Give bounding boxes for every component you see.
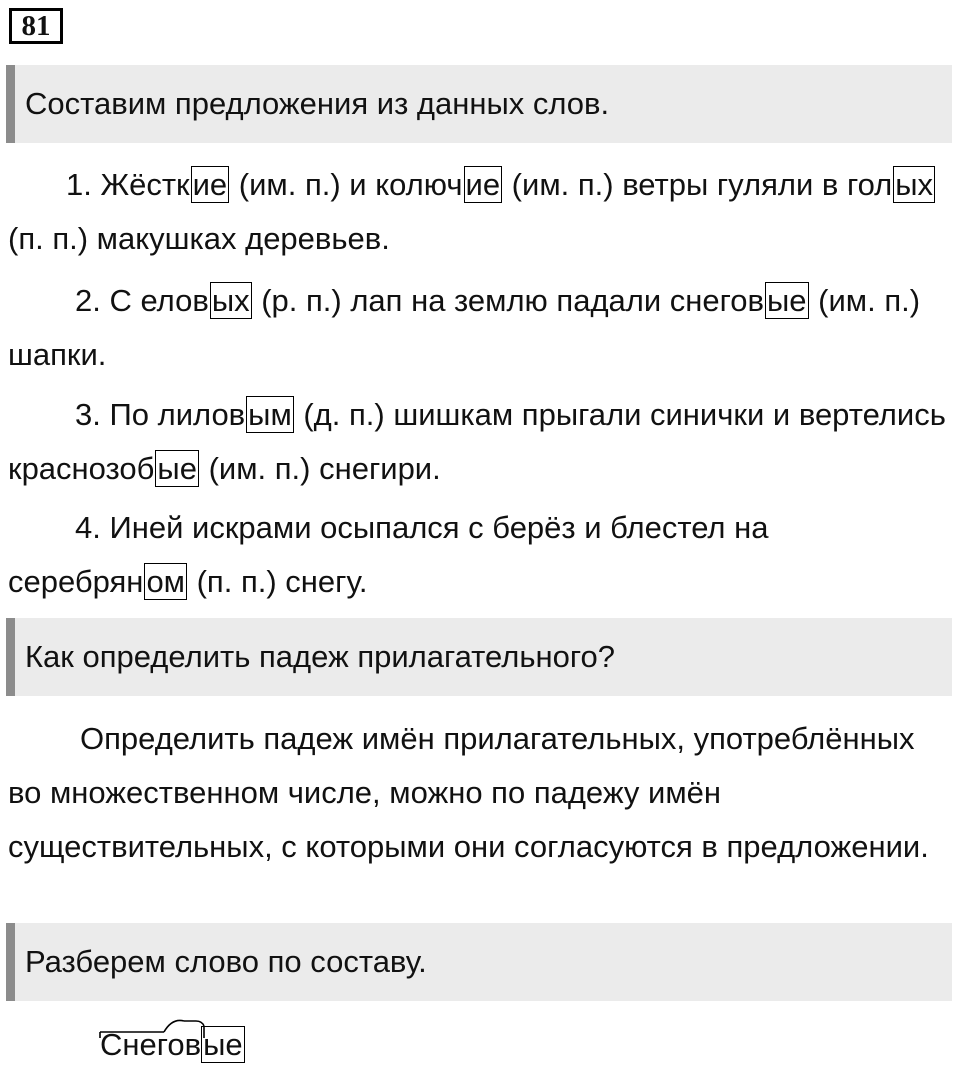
word-morpheme-parse <box>96 1012 266 1067</box>
parsed-word <box>100 1028 245 1062</box>
sentence-text: (им. п.) ветры гуляли в гол <box>503 167 893 202</box>
sentence-1 <box>8 158 953 266</box>
exercise-number: 81 <box>9 8 63 44</box>
sentence-text: (р. п.) лап на землю падали снегов <box>252 283 764 318</box>
task-heading-text: Разберем слово по составу. <box>25 944 427 979</box>
word-stem: Снегов <box>100 1027 202 1062</box>
ending-box: ые <box>157 451 197 486</box>
sentence-text: 4. Иней искрами осыпался с берёз и блестел на серебрян <box>8 510 769 599</box>
word-ending-box: ые <box>203 1027 243 1062</box>
ending-box: ых <box>211 283 250 318</box>
ending-box: ые <box>767 283 807 318</box>
sentence-text: 3. По лилов <box>75 397 246 432</box>
sentence-text: (им. п.) шапки. <box>8 283 921 372</box>
answer-text: Определить падеж имён прилагательных, употреблённых во множественном числе, можно по падежу имён существительных, с которыми они согласуются в предложении. <box>8 721 929 864</box>
task-heading-text: Составим предложения из данных слов. <box>25 86 610 121</box>
ending-box: ых <box>895 167 934 202</box>
ending-box: ие <box>192 167 228 202</box>
sentence-text: (п. п.) макушках деревьев. <box>8 221 390 256</box>
sentence-text: (д. п.) шишкам прыгали синички и вертелись краснозоб <box>8 397 946 486</box>
question-heading <box>6 618 952 696</box>
sentence-text: 1. Жёстк <box>66 167 190 202</box>
ending-box: ие <box>465 167 501 202</box>
ending-box: ым <box>248 397 292 432</box>
task-heading-word-parse <box>6 923 952 1001</box>
sentence-text: (им. п.) и колюч <box>230 167 463 202</box>
sentence-2 <box>8 274 953 382</box>
question-text: Как определить падеж прилагательного? <box>25 639 615 674</box>
ending-box: ом <box>146 564 185 599</box>
sentence-4 <box>8 501 953 609</box>
answer-paragraph <box>8 712 953 874</box>
sentence-text: 2. С елов <box>75 283 209 318</box>
sentence-text: (им. п.) снегири. <box>199 451 441 486</box>
task-heading-compose-sentences <box>6 65 952 143</box>
sentence-3 <box>8 388 953 496</box>
sentence-text: (п. п.) снегу. <box>188 564 368 599</box>
